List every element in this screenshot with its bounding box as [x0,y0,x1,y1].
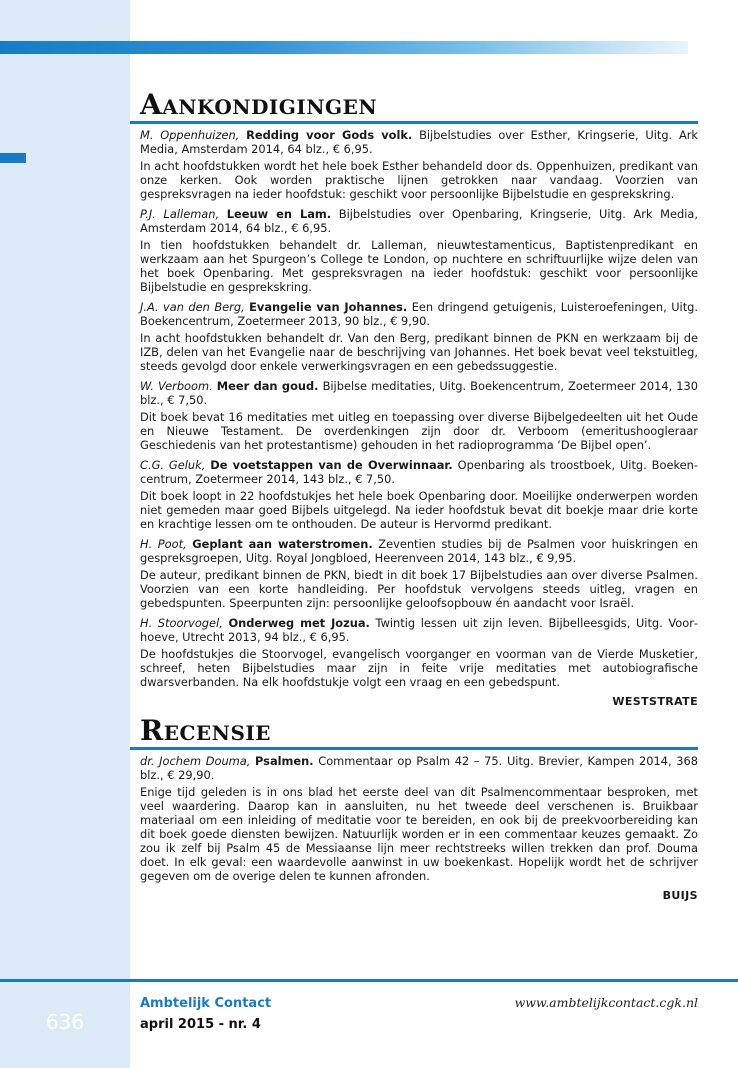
book-author: J.A. van den Berg, [140,300,245,314]
announcement-item [140,379,698,452]
book-details: Zeventien studies bij de Psalmen voor huiskringen en gespreksgroepen, Uitg. Royal Jongbloed, Heerenveen 2014, 143 blz., € 9,95. [140,537,699,565]
book-description: In tien hoofdstukken behandelt dr. Lalleman, nieuwtestamenticus, Baptistenpredikant en werkzaam aan het Spurgeon’s College te London, op nuchtere en schriftuurlijke wijze delen van het boek Openbaring. Met gespreksvragen na ieder hoofdstuk: geschikt voor persoonlijke Bijbelstudie en gesprekskring. [140,238,698,294]
book-title: Evangelie van Johannes. [249,300,408,314]
review-text: Enige tijd geleden is in ons blad het eerste deel van dit Psalmencommentaar besproken, met veel waardering. Daarop kan in aansluiten, nu het tweede deel verschenen is. Bruikbaar materiaal om een inleiding of meditatie voor te bereiden, en ook bij de preekvoorbereiding kan dit boek goede diensten bewijzen. Natuurlijk worden er in een commentaar keuzes gemaakt. Zo zou ik zelf bij Psalm 45 de Messiaanse lijn meer rechtstreeks willen trekken dan prof. Douma doet. In elk geval: een waardevolle aanwinst in uw boekenkast. Hopelijk wordt het de schrijver gegeven om de overige delen te kunnen afronden. [140,785,698,883]
book-title: Geplant aan waterstromen. [192,537,373,551]
announcement-item [140,300,698,373]
footer-masthead [140,994,271,1035]
book-author: W. Verboom. [140,379,213,393]
book-description: De auteur, predikant binnen de PKN, biedt in dit boek 17 Bijbelstudies aan over diverse Psalmen. Voorzien van een korte handleiding. Per hoofdstuk vervolgens steeds uitleg, vragen en gebedspunten. Speerpunten zijn: persoonlijke geloofsopbouw én aandacht voor Israël. [140,568,698,610]
book-description: In acht hoofdstukken behandelt dr. Van den Berg, predikant binnen de PKN en werkzaam bij de IZB, delen van het Evangelie naar de beschrijving van Johannes. Het boek bevat veel tekstuitleg, steeds gevolgd door enkele verwerkingsvragen en een gebedssuggestie. [140,331,698,373]
book-title: Leeuw en Lam. [226,207,332,221]
top-gradient-bar [0,41,688,54]
section-title-review: Recensie [140,714,271,747]
book-reference [140,300,698,328]
page-content [140,90,698,908]
book-author: M. Oppenhuizen, [140,128,240,142]
book-title: Psalmen. [255,754,314,768]
magazine-name: Ambtelijk Contact [140,996,272,1011]
book-reference [140,754,698,782]
review-signature: BUIJS [662,889,698,902]
book-title: Onderweg met Jozua. [228,616,370,630]
title-underline [130,747,698,750]
review-section [140,716,698,902]
announcement-item [140,537,698,610]
issue-info: april 2015 - nr. 4 [140,1017,261,1032]
book-author: H. Poot, [140,537,187,551]
book-details: Bijbelstudies over Openbaring, Kringserie, Uitg. Ark Media, Amsterdam 2014, 64 blz., € 6,95. [140,207,699,235]
book-author: C.G. Geluk, [140,458,206,472]
book-details: Bijbelstudies over Esther, Kringserie, Uitg. Ark Media, Amsterdam 2014, 64 blz., € 6,95. [140,128,699,156]
section-title-announcements: Aankondigingen [140,88,378,121]
book-author: dr. Jochem Douma, [140,754,251,768]
side-marker [0,153,26,163]
book-details: Twintig lessen uit zijn leven. Bijbelleesgids, Uitg. Voorhoeve, Utrecht 2013, 94 blz., € 6,95. [140,616,699,644]
website-link[interactable]: www.ambtelijkcontact.cgk.nl [514,995,698,1010]
book-reference [140,616,698,644]
announcement-item [140,128,698,201]
book-details: Commentaar op Psalm 42 – 75. Uitg. Brevier, Kampen 2014, 368 blz., € 29,90. [140,754,699,782]
book-title: Meer dan goud. [216,379,319,393]
book-reference [140,207,698,235]
book-description: De hoofdstukjes die Stoorvogel, evangelisch voorganger en voorman van de Vierde Musketier, schreef, heten Bijbelstudies maar zijn in feite vrije meditaties met autobiografische dwarsverbanden. Na elk hoofdstukje volgt een vraag en een gebedspunt. [140,647,698,689]
book-title: Redding voor Gods volk. [246,128,413,142]
book-details: Bijbelse meditaties, Uitg. Boekencentrum, Zoetermeer 2014, 130 blz., € 7,50. [140,379,699,407]
announcement-item [140,207,698,294]
announcements-signature: WESTSTRATE [612,695,698,708]
book-author: P.J. Lalleman, [140,207,220,221]
book-reference [140,379,698,407]
footer-rule [0,979,738,982]
book-details: Een dringend getuigenis, Luisteroefeningen, Uitg. Boekencentrum, Zoetermeer 2013, 90 blz., € 9,90. [140,300,699,328]
title-underline [130,121,698,124]
book-reference [140,458,698,486]
announcement-item [140,616,698,689]
book-description: Dit boek loopt in 22 hoofdstukjes het hele boek Openbaring door. Moeilijke onderwerpen worden niet gemeden maar goed Bijbels uitgelegd. Na ieder hoofdstuk bevat dit boekje maar drie korte en krachtige lessen om te onthouden. De auteur is Hervormd predikant. [140,489,698,531]
page-number: 636 [45,1010,85,1034]
book-author: H. Stoorvogel, [140,616,223,630]
book-reference [140,537,698,565]
book-reference [140,128,698,156]
book-title: De voetstappen van de Overwinnaar. [210,458,453,472]
book-details: Openbaring als troostboek, Uitg. Boekencentrum, Zoetermeer 2014, 143 blz., € 7,50. [140,458,699,486]
announcement-item [140,458,698,531]
book-description: In acht hoofdstukken wordt het hele boek Esther behandeld door ds. Oppenhuizen, predikant van onze kerken. Ook worden praktische lijnen getrokken naar vandaag. Voorzien van gespreksvragen na ieder hoofdstuk: geschikt voor persoonlijke Bijbelstudie en gesprekskring. [140,159,698,201]
book-description: Dit boek bevat 16 meditaties met uitleg en toepassing over diverse Bijbelgedeelten uit het Oude en Nieuwe Testament. De overdenkingen zijn door dr. Verboom (emeritushoogleraar Geschiedenis van het protestantisme) gehouden in het radioprogramma ‘De Bijbel open’. [140,410,698,452]
